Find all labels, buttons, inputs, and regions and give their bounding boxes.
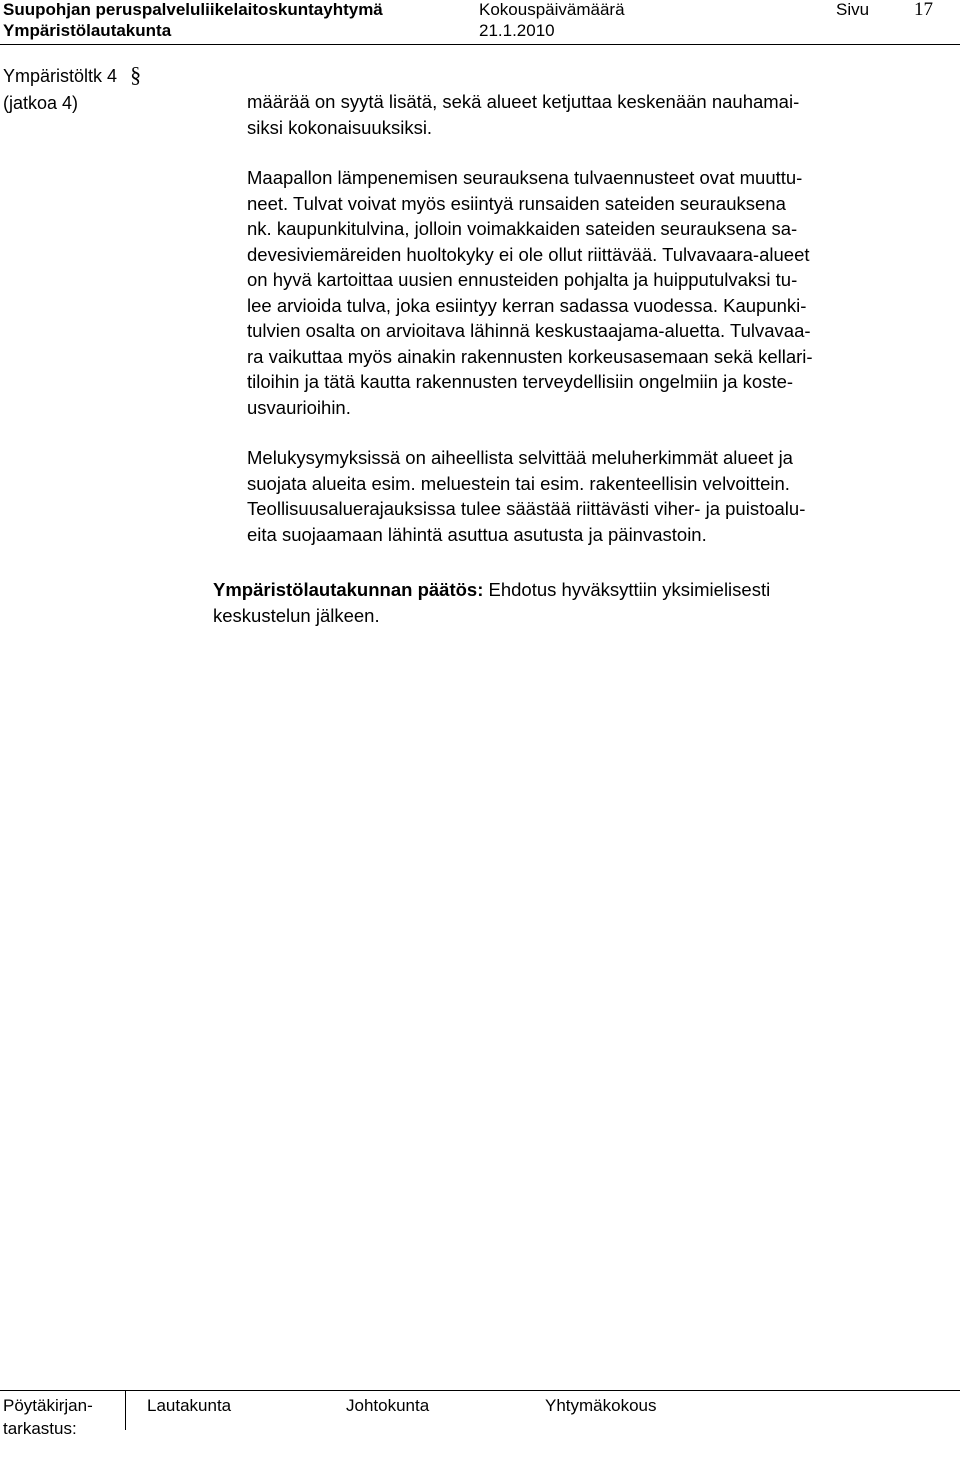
paragraph-2 [247, 165, 927, 420]
text-line: siksi kokonaisuuksiksi. [247, 116, 433, 138]
footer-lautakunta: Lautakunta [147, 1396, 232, 1415]
decision-text: Ehdotus hyväksyttiin yksimielisesti [483, 579, 771, 600]
meeting-date: 21.1.2010 [479, 21, 555, 40]
page-number: 17 [914, 0, 933, 20]
text-line: Maapallon lämpenemisen seurauksena tulvaennusteet ovat muuttu- [247, 167, 803, 188]
text-line: neet. Tulvat voivat myös esiintyä runsaiden sateiden seurauksena [247, 192, 786, 214]
text-line: Melukysymyksissä on aiheellista selvittää meluherkimmät alueet ja [247, 447, 793, 468]
footer-column-divider [125, 1390, 126, 1430]
page-label: Sivu [836, 0, 870, 19]
footer-divider [0, 1390, 960, 1391]
text-line: suojata alueita esim. meluestein tai esim. rakenteellisin velvoittein. [247, 472, 790, 494]
decision-label: Ympäristölautakunnan päätös: [213, 579, 484, 600]
text-line: eita suojaamaan lähintä asuttua asutusta ja päinvastoin. [247, 523, 707, 545]
review-label-line-2: tarkastus: [3, 1419, 77, 1438]
continuation-note: (jatkoa 4) [3, 93, 79, 113]
section-title [3, 64, 141, 88]
text-line: nk. kaupunkitulvina, jolloin voimakkaiden sateiden seurauksena sa- [247, 218, 798, 239]
section-symbol: § [130, 62, 142, 87]
decision-line-2: keskustelun jälkeen. [213, 604, 380, 626]
footer-yhtymakokous: Yhtymäkokous [545, 1396, 657, 1415]
text-line: Teollisuusaluerajauksissa tulee säästää riittävästi viher- ja puistoalu- [247, 498, 806, 519]
text-line: määrää on syytä lisätä, sekä alueet ketjuttaa keskenään nauhamai- [247, 91, 800, 112]
text-line: lee arvioida tulva, joka esiintyy kerran sadassa vuodessa. Kaupunki- [247, 294, 807, 316]
text-line: ra vaikuttaa myös ainakin rakennusten korkeusasemaan sekä kellari- [247, 345, 813, 367]
text-line: tulvien osalta on arvioitava lähinnä keskustaajama-aluetta. Tulvavaa- [247, 320, 811, 341]
paragraph-1 [247, 89, 927, 140]
text-line: usvaurioihin. [247, 396, 351, 418]
header-divider [0, 44, 960, 45]
footer-johtokunta: Johtokunta [346, 1396, 430, 1415]
date-label: Kokouspäivämäärä [479, 0, 625, 19]
text-line: on hyvä kartoittaa uusien ennusteiden pohjalta ja huipputulvaksi tu- [247, 269, 798, 290]
committee-name: Ympäristölautakunta [3, 21, 172, 40]
section-title-text: Ympäristöltk 4 [3, 66, 118, 86]
paragraph-3 [247, 445, 927, 547]
body-text [247, 89, 927, 547]
text-line: devesiviemäreiden huoltokyky ei ole ollut riittävää. Tulvavaara-alueet [247, 243, 810, 265]
text-line: tiloihin ja tätä kautta rakennusten terveydellisiin ongelmiin ja koste- [247, 371, 794, 392]
organization-name: Suupohjan peruspalveluliikelaitoskuntayhtymä [3, 0, 383, 19]
decision-block [213, 577, 933, 628]
decision-line [213, 577, 933, 603]
review-label-line-1: Pöytäkirjan- [3, 1396, 93, 1415]
